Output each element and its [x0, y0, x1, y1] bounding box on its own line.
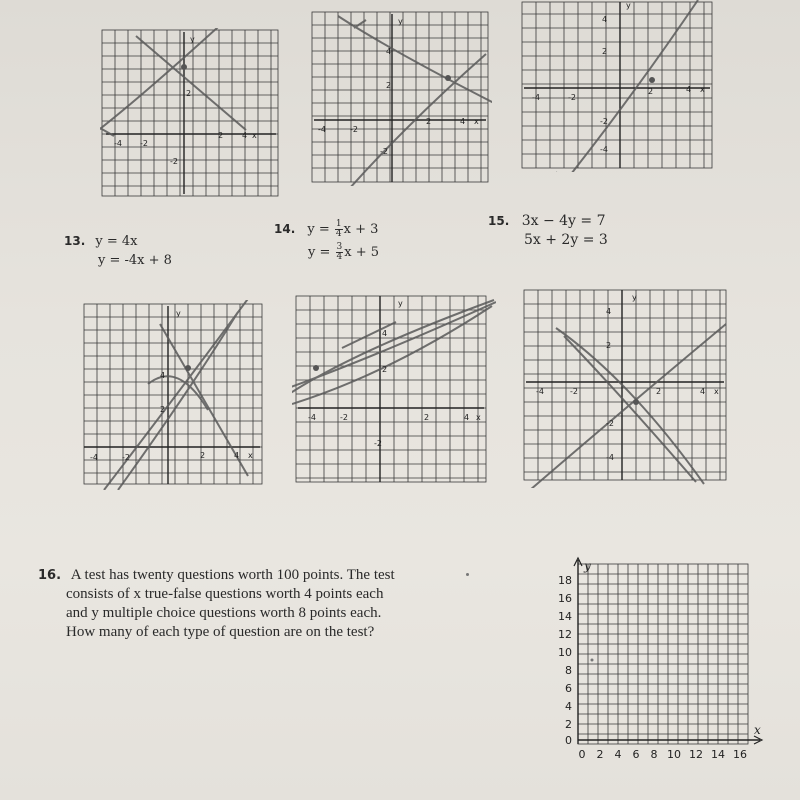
tick-label: 2	[426, 117, 432, 126]
tick-label: 4	[602, 15, 608, 24]
axis-label-y: y	[626, 1, 631, 10]
tick-label: -2	[600, 117, 608, 126]
tick-label: -2	[340, 413, 348, 422]
intersection-point	[181, 64, 187, 70]
tick-label: 4	[464, 413, 470, 422]
tick-label: -4	[318, 125, 326, 134]
graph-problem-13	[78, 300, 268, 490]
tick-label: 4	[700, 387, 706, 396]
tick-label: 2	[200, 451, 206, 460]
graph-grid	[102, 30, 278, 196]
axis-label-x: x	[754, 723, 761, 737]
y-tick-label: 4	[565, 700, 572, 713]
tick-label: 4	[606, 307, 612, 316]
x-tick-label: 6	[632, 748, 640, 761]
intersection-point	[633, 399, 639, 405]
problem-number: 16.	[38, 568, 62, 583]
intersection-point	[445, 75, 451, 81]
equation-1: y = 4x	[95, 234, 138, 249]
axis-label-x: x	[248, 451, 253, 460]
tick-label: -4	[600, 145, 608, 154]
tick-label: -2	[606, 419, 614, 428]
y-tick-label: 16	[558, 592, 572, 605]
tick-label: -2	[374, 439, 382, 448]
intersection-point	[185, 365, 191, 371]
tick-label: 4	[242, 131, 248, 140]
tick-label: -2	[122, 453, 130, 462]
tick-label: 4	[386, 47, 392, 56]
y-tick-label: 2	[565, 718, 572, 731]
tick-label: 4	[160, 371, 166, 380]
equation-1-rhs: x + 3	[343, 222, 379, 237]
equation-2-lhs: y =	[308, 245, 331, 260]
tick-label: -2	[380, 147, 388, 156]
x-tick-label: 14	[711, 748, 725, 761]
problem-14	[274, 220, 379, 262]
tick-label: -4	[532, 93, 540, 102]
intersection-point	[649, 77, 655, 83]
x-tick-label: 0	[578, 748, 586, 761]
tick-label: -2	[568, 93, 576, 102]
axis-label-y: y	[632, 293, 637, 302]
tick-label: -2	[570, 387, 578, 396]
axis-label-y: y	[584, 559, 591, 573]
x-tick-label: 16	[733, 748, 747, 761]
fraction	[336, 243, 344, 262]
graph-problem-12	[520, 0, 716, 172]
tick-label: -4	[90, 453, 98, 462]
axis-label-x: x	[474, 117, 479, 126]
tick-label: -4	[606, 453, 614, 462]
equation-1: 3x − 4y = 7	[521, 213, 606, 229]
problem-16	[38, 566, 478, 642]
tick-label: 4	[382, 329, 388, 338]
x-tick-label: 8	[650, 748, 658, 761]
axis-label-y: y	[176, 309, 181, 318]
y-tick-label: 0	[565, 734, 572, 747]
tick-label: 2	[386, 81, 392, 90]
stray-mark	[466, 573, 469, 576]
axis-label-x: x	[476, 413, 481, 422]
answer-grid-lines	[578, 564, 748, 744]
y-tick-label: 8	[565, 664, 572, 677]
tick-label: -2	[170, 157, 178, 166]
x-tick-label: 10	[667, 748, 681, 761]
y-tick-label: 6	[565, 682, 572, 695]
tick-label: 2	[218, 131, 224, 140]
problem-text-line: consists of x true-false questions worth 4 points each	[66, 586, 384, 602]
axis-label-y: y	[190, 35, 195, 44]
equation-2: 5x + 2y = 3	[524, 232, 608, 248]
numerator: 1	[335, 219, 342, 229]
problem-13	[64, 232, 172, 270]
graph-problem-14	[292, 292, 496, 488]
tick-label: 2	[648, 87, 654, 96]
axis-label-x: x	[700, 85, 705, 94]
tick-label: 2	[186, 89, 192, 98]
tick-label: 2	[424, 413, 430, 422]
tick-label: 4	[234, 451, 240, 460]
problem-number: 14.	[274, 222, 296, 236]
tick-label: 4	[460, 117, 466, 126]
y-tick-label: 14	[558, 610, 572, 623]
tick-label: -4	[536, 387, 544, 396]
stray-mark	[591, 659, 594, 662]
numerator: 3	[336, 242, 343, 252]
x-tick-label: 12	[689, 748, 703, 761]
tick-label: -2	[140, 139, 148, 148]
problem-text-line: How many of each type of question are on the test?	[66, 624, 375, 640]
axis-label-x: x	[252, 131, 257, 140]
intersection-point	[313, 365, 319, 371]
axis-label-y: y	[398, 299, 403, 308]
tick-label: 2	[656, 387, 662, 396]
problem-number: 15.	[488, 214, 510, 228]
problem-15	[488, 212, 608, 250]
axis-label-y: y	[398, 17, 403, 26]
x-tick-label: 4	[614, 748, 622, 761]
problem-text-line: A test has twenty questions worth 100 points. The test	[70, 567, 395, 583]
tick-label: -4	[308, 413, 316, 422]
y-tick-label: 10	[558, 646, 572, 659]
tick-label: 2	[382, 365, 388, 374]
graph-problem-10	[100, 28, 282, 200]
tick-label: -4	[114, 139, 122, 148]
x-tick-label: 2	[596, 748, 604, 761]
denominator: 4	[336, 252, 343, 262]
problem-number: 13.	[64, 234, 86, 248]
equation-1-lhs: y =	[307, 222, 330, 237]
y-tick-label: 18	[558, 574, 572, 587]
tick-label: 4	[686, 85, 692, 94]
y-tick-label: 12	[558, 628, 572, 641]
tick-label: 2	[602, 47, 608, 56]
denominator: 4	[335, 229, 342, 239]
axis-label-x: x	[714, 387, 719, 396]
fraction	[335, 220, 343, 239]
answer-grid	[550, 556, 770, 766]
equation-2: y = -4x + 8	[98, 253, 172, 268]
problem-text-line: and y multiple choice questions worth 8 points each.	[66, 605, 382, 621]
tick-label: 2	[606, 341, 612, 350]
graph-problem-15	[520, 284, 732, 488]
graph-problem-11	[310, 10, 492, 186]
tick-label: -2	[350, 125, 358, 134]
tick-label: 2	[160, 405, 166, 414]
equation-2-rhs: x + 5	[344, 245, 380, 260]
